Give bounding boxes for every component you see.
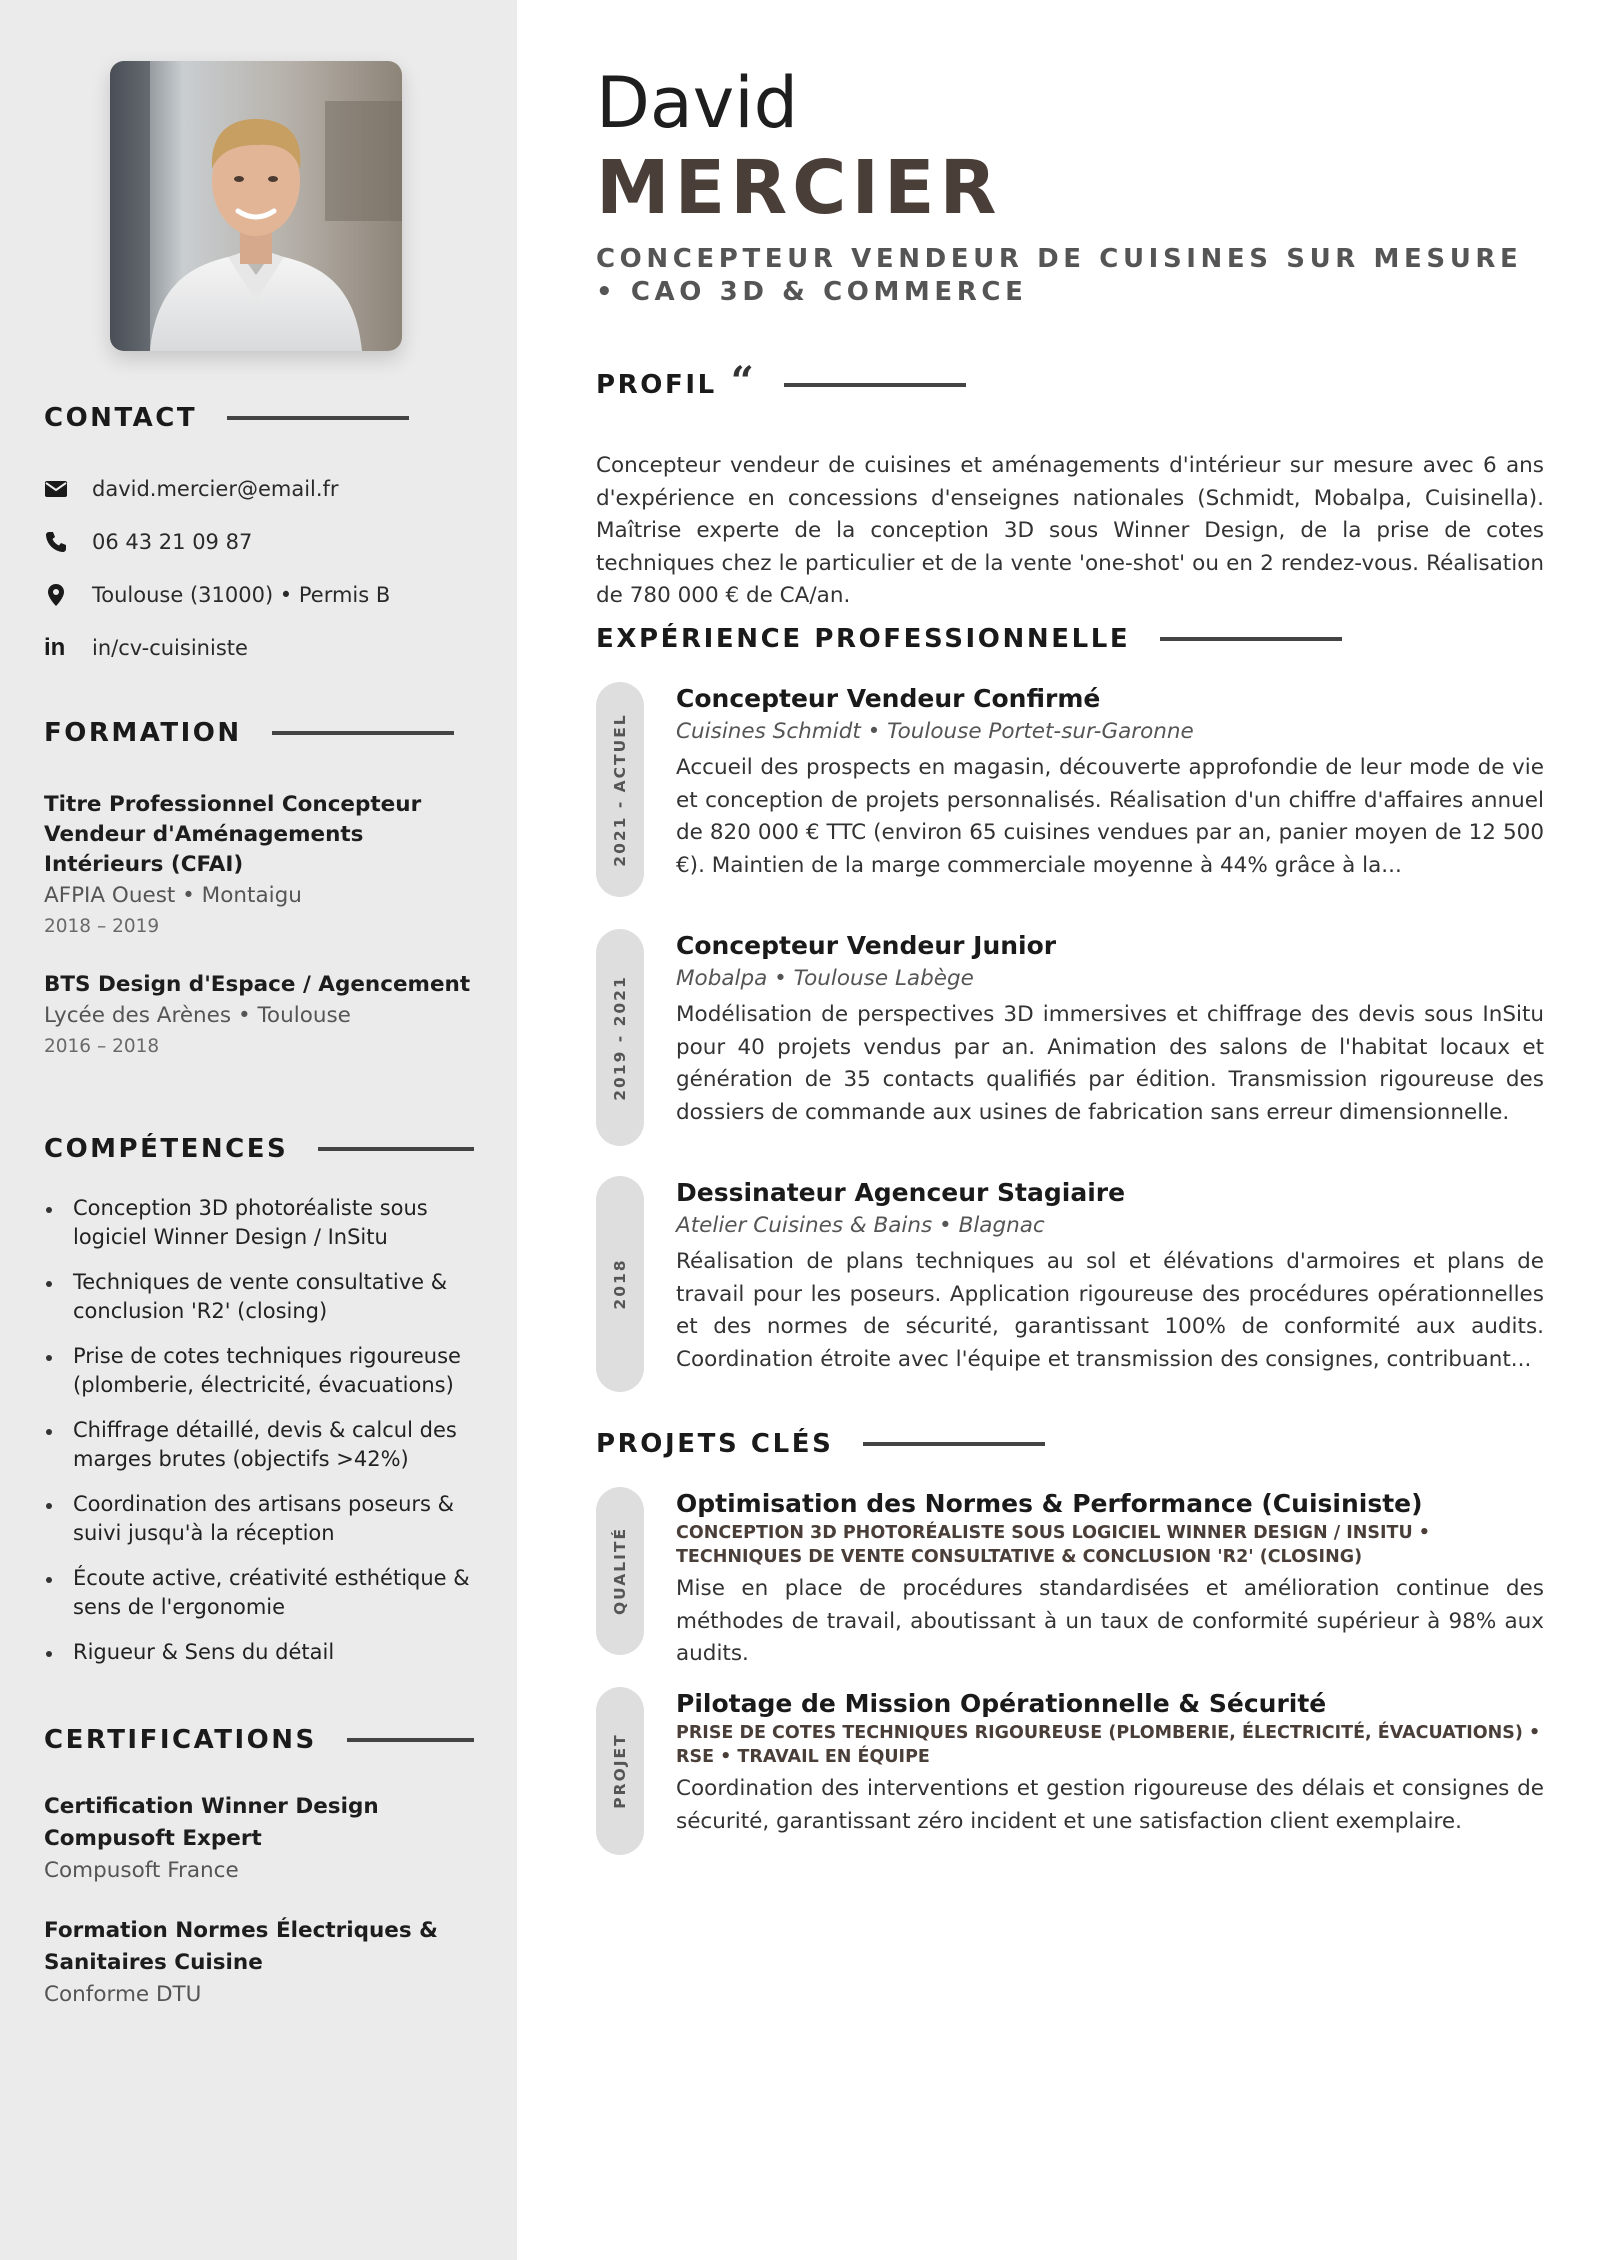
contact-heading-text: CONTACT <box>44 403 198 433</box>
contact-list <box>44 462 484 674</box>
project-body <box>676 1687 1544 1838</box>
heading-rule <box>227 416 409 420</box>
period-text: 2019 - 2021 <box>611 974 629 1101</box>
linkedin-text[interactable]: in/cv-cuisiniste <box>92 635 248 660</box>
competences-heading-text: COMPÉTENCES <box>44 1134 289 1164</box>
project-tag: QUALITÉ <box>611 1526 629 1616</box>
formation-item <box>44 790 474 942</box>
project-badge <box>596 1487 644 1655</box>
skill-item: Techniques de vente consultative & conclusion 'R2' (closing) <box>44 1268 484 1326</box>
certifications-heading-text: CERTIFICATIONS <box>44 1725 317 1755</box>
contact-linkedin[interactable] <box>44 621 484 674</box>
formation-school: Lycée des Arènes • Toulouse <box>44 1003 351 1028</box>
email-text[interactable]: david.mercier@email.fr <box>92 476 339 501</box>
contact-email[interactable] <box>44 462 484 515</box>
profil-heading <box>596 357 966 405</box>
skills-list <box>44 1194 474 1667</box>
contact-phone[interactable] <box>44 515 484 568</box>
certification-title: Formation Normes Électriques & Sanitaires Cuisine <box>44 1918 438 1975</box>
period-badge <box>596 682 644 897</box>
formation-years: 2016 – 2018 <box>44 1036 160 1057</box>
contact-location <box>44 568 484 621</box>
formation-section <box>44 718 474 1090</box>
projets-heading <box>596 1427 1045 1461</box>
project-description: Mise en place de procédures standardisées et amélioration continue des méthodes de travail, aboutissant à un taux de conformité supérieur à 98% aux audits. <box>676 1576 1544 1666</box>
phone-icon <box>44 530 92 554</box>
period-badge <box>596 1176 644 1392</box>
experience-company: Atelier Cuisines & Bains • Blagnac <box>676 1213 1045 1238</box>
certification-item <box>44 1915 474 2011</box>
experience-heading <box>596 622 1342 656</box>
experience-title: Concepteur Vendeur Junior <box>676 931 1057 960</box>
skill-item: Conception 3D photoréaliste sous logiciel Winner Design / InSitu <box>44 1194 484 1252</box>
skill-item: Écoute active, créativité esthétique & sens de l'ergonomie <box>44 1564 484 1622</box>
heading-rule <box>347 1738 474 1742</box>
project-keywords: CONCEPTION 3D PHOTORÉALISTE SOUS LOGICIEL WINNER DESIGN / INSITU • TECHNIQUES DE VENTE CONSULTATIVE & CONCLUSION 'R2' (CLOSING) <box>676 1523 1430 1567</box>
formation-list <box>44 790 474 1062</box>
heading-rule <box>272 731 454 735</box>
heading-rule <box>1160 637 1342 641</box>
skill-item: Rigueur & Sens du détail <box>44 1638 484 1667</box>
experience-company: Mobalpa • Toulouse Labège <box>676 966 974 991</box>
formation-title: Titre Professionnel Concepteur Vendeur d'Aménagements Intérieurs (CFAI) <box>44 792 422 877</box>
experience-description: Modélisation de perspectives 3D immersives et chiffrage des devis sous InSitu pour 40 projets vendus par an. Animation des salons de l'habitat locaux et génération de 35 contacts qualifiés par édition. Transmission rigoureuse des dossiers de commande aux usines de fabrication sans erreur dimensionnelle. <box>676 1002 1544 1125</box>
formation-heading <box>44 718 474 748</box>
project-description: Coordination des interventions et gestion rigoureuse des délais et consignes de sécurité, garantissant zéro incident et une satisfaction client exemplaire. <box>676 1776 1544 1834</box>
project-title: Pilotage de Mission Opérationnelle & Sécurité <box>676 1689 1327 1718</box>
experience-body <box>676 682 1544 882</box>
experience-description: Réalisation de plans techniques au sol et élévations d'armoires et plans de travail pour les poseurs. Application rigoureuse des procédures opérationnelles et des normes de sécurité, garantissant 100% de conformité aux audits. Coordination étroite avec l'équipe et transmission des consignes, contribuant... <box>676 1249 1544 1372</box>
certification-org: Compusoft France <box>44 1858 239 1883</box>
experience-title: Concepteur Vendeur Confirmé <box>676 684 1101 713</box>
experience-body <box>676 1176 1544 1376</box>
competences-heading <box>44 1134 474 1164</box>
experience-company: Cuisines Schmidt • Toulouse Portet-sur-Garonne <box>676 719 1194 744</box>
sidebar <box>0 0 517 2260</box>
skill-item: Prise de cotes techniques rigoureuse (plomberie, électricité, évacuations) <box>44 1342 484 1400</box>
contact-section <box>44 403 474 433</box>
certification-item <box>44 1791 474 1887</box>
formation-school: AFPIA Ouest • Montaigu <box>44 883 302 908</box>
contact-heading <box>44 403 474 433</box>
profile-photo <box>110 61 402 351</box>
job-title: CONCEPTEUR VENDEUR DE CUISINES SUR MESURE • CAO 3D & COMMERCE <box>596 244 1523 307</box>
heading-rule <box>318 1147 474 1151</box>
heading-rule <box>863 1442 1045 1446</box>
phone-text[interactable]: 06 43 21 09 87 <box>92 529 253 554</box>
formation-heading-text: FORMATION <box>44 718 242 748</box>
project-keywords: PRISE DE COTES TECHNIQUES RIGOUREUSE (PLOMBERIE, ÉLECTRICITÉ, ÉVACUATIONS) • RSE • TRAVAIL EN ÉQUIPE <box>676 1723 1541 1767</box>
experience-title: Dessinateur Agenceur Stagiaire <box>676 1178 1126 1207</box>
project-title: Optimisation des Normes & Performance (Cuisiniste) <box>676 1489 1423 1518</box>
formation-years: 2018 – 2019 <box>44 916 160 937</box>
period-text: 2018 <box>611 1258 629 1310</box>
project-badge <box>596 1687 644 1855</box>
profil-text: Concepteur vendeur de cuisines et aménagements d'intérieur sur mesure avec 6 ans d'expérience en concessions d'enseignes nationales (Schmidt, Mobalpa, Cuisinella). Maîtrise experte de la conception 3D sous Winner Design, de la prise de cotes techniques chez le particulier et de la vente 'one-shot' ou en 2 rendez-vous. Réalisation de 780 000 € de CA/an. <box>596 453 1544 608</box>
skill-item: Chiffrage détaillé, devis & calcul des marges brutes (objectifs >42%) <box>44 1416 484 1474</box>
first-name: David <box>596 62 799 144</box>
linkedin-icon: in <box>44 633 66 661</box>
experience-description: Accueil des prospects en magasin, découverte approfondie de leur mode de vie et conception de projets personnalisés. Réalisation d'un chiffre d'affaires annuel de 820 000 € TTC (environ 65 cuisines vendues par an, panier moyen de 12 500 €). Maintien de la marge commerciale moyenne à 44% grâce à la... <box>676 755 1544 878</box>
location-text: Toulouse (31000) • Permis B <box>92 582 391 607</box>
certifications-list <box>44 1791 474 2011</box>
envelope-icon <box>44 477 92 501</box>
period-badge <box>596 929 644 1146</box>
project-body <box>676 1487 1544 1671</box>
heading-rule <box>784 383 966 387</box>
project-tag: PROJET <box>611 1733 629 1809</box>
certification-title: Certification Winner Design Compusoft Expert <box>44 1794 379 1851</box>
skill-item: Coordination des artisans poseurs & suivi jusqu'à la réception <box>44 1490 484 1548</box>
period-text: 2021 - ACTUEL <box>611 712 629 867</box>
last-name: MERCIER <box>596 145 1002 231</box>
certification-org: Conforme DTU <box>44 1982 202 2007</box>
profil-heading-text: PROFIL <box>596 370 717 400</box>
formation-title: BTS Design d'Espace / Agencement <box>44 972 471 997</box>
certifications-section <box>44 1725 474 2039</box>
experience-body <box>676 929 1544 1129</box>
map-pin-icon <box>44 583 92 607</box>
quote-icon: “ <box>730 357 754 405</box>
competences-section <box>44 1134 474 1683</box>
projets-heading-text: PROJETS CLÉS <box>596 1429 834 1459</box>
experience-heading-text: EXPÉRIENCE PROFESSIONNELLE <box>596 624 1131 654</box>
certifications-heading <box>44 1725 474 1755</box>
formation-item <box>44 970 474 1062</box>
